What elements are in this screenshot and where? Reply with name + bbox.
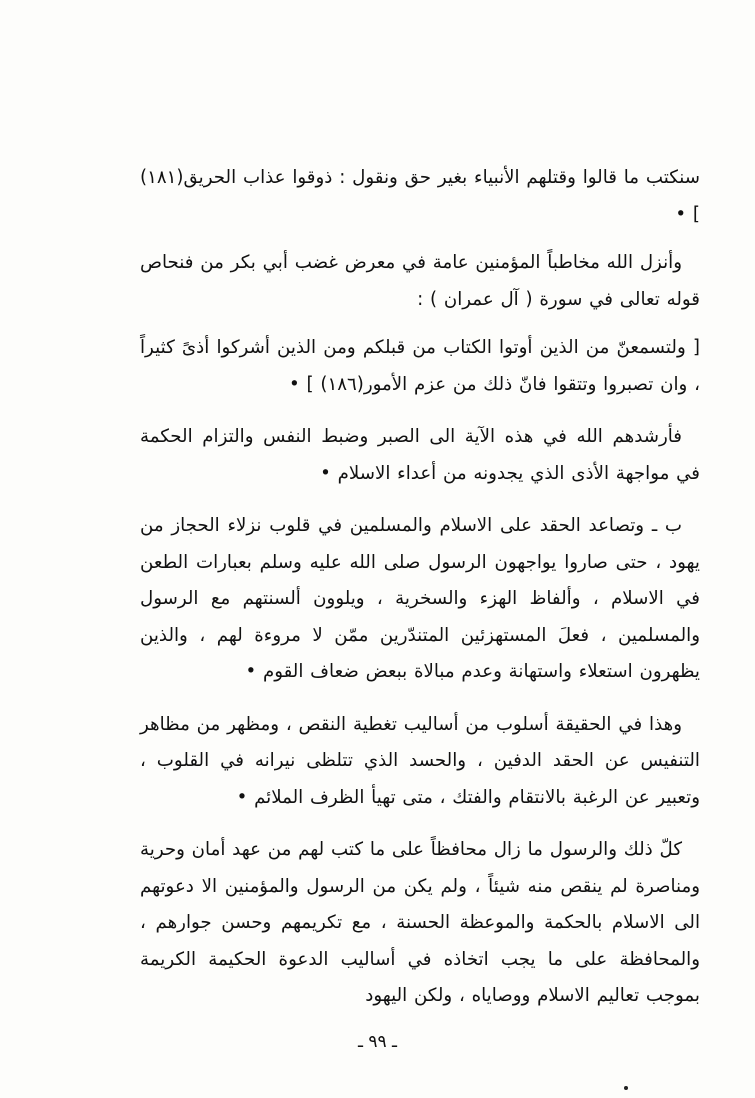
- scan-speck: [624, 1086, 628, 1090]
- paragraph-guidance: فأرشدهم الله في هذه الآية الى الصبر وضبط النفس والتزام الحكمة في مواجهة الأذى الذي يجدونه من أعداء الاسلام •: [140, 426, 700, 484]
- paragraph-continuation: كلّ ذلك والرسول ما زال محافظاً على ما كتب لهم من عهد أمان وحرية ومناصرة لم ينقص منه شيئاً ، ولم يكن من الرسول والمؤمنين الا دعوتهم الى الاسلام بالحكمة والموعظة الحسنة ، مع تكريمهم وحسن جوارهم ، والمحافظة على ما يجب اتخاذه في أساليب الدعوة الحكيمة الكريمة بموجب تعاليم الاسلام ووصاياه ، ولكن اليهود: [140, 839, 700, 1006]
- paragraph-revelation-intro: وأنزل الله مخاطباً المؤمنين عامة في معرض غضب أبي بكر من فنحاص قوله تعالى في سورة ( آل عمران ) :: [140, 252, 700, 310]
- paragraph-quran-verse-181: سنكتب ما قالوا وقتلهم الأنبياء بغير حق ونقول : ذوقوا عذاب الحريق(١٨١) ] •: [140, 167, 700, 225]
- paragraph-section-b: ب ـ وتصاعد الحقد على الاسلام والمسلمين في قلوب نزلاء الحجاز من يهود ، حتى صاروا يواجهون الرسول صلى الله عليه وسلم بعبارات الطعن في الاسلام ، وألفاظ الهزء والسخرية ، ويلوون ألسنتهم مع الرسول والمسلمين ، فعلَ المستهزئين المتندّرين ممّن لا مروءة لهم ، والذين يظهرون استعلاء واستهانة وعدم مبالاة ببعض ضعاف القوم •: [140, 515, 700, 682]
- paragraph-quran-verse-186: [ ولتسمعنّ من الذين أوتوا الكتاب من قبلكم ومن الذين أشركوا أذىً كثيراً ، وان تصبروا وتتقوا فانّ ذلك من عزم الأمور(١٨٦) ] •: [140, 337, 700, 395]
- page-body: [140, 160, 700, 1031]
- paragraph-reality: وهذا في الحقيقة أسلوب من أساليب تغطية النقص ، ومظهر من مظاهر التنفيس عن الحقد الدفين ، والحسد الذي تتلظى نيرانه في القلوب ، وتعبير عن الرغبة بالانتقام والفتك ، متى تهيأ الظرف الملائم •: [140, 713, 700, 808]
- page-number: ـ ٩٩ ـ: [357, 1032, 398, 1052]
